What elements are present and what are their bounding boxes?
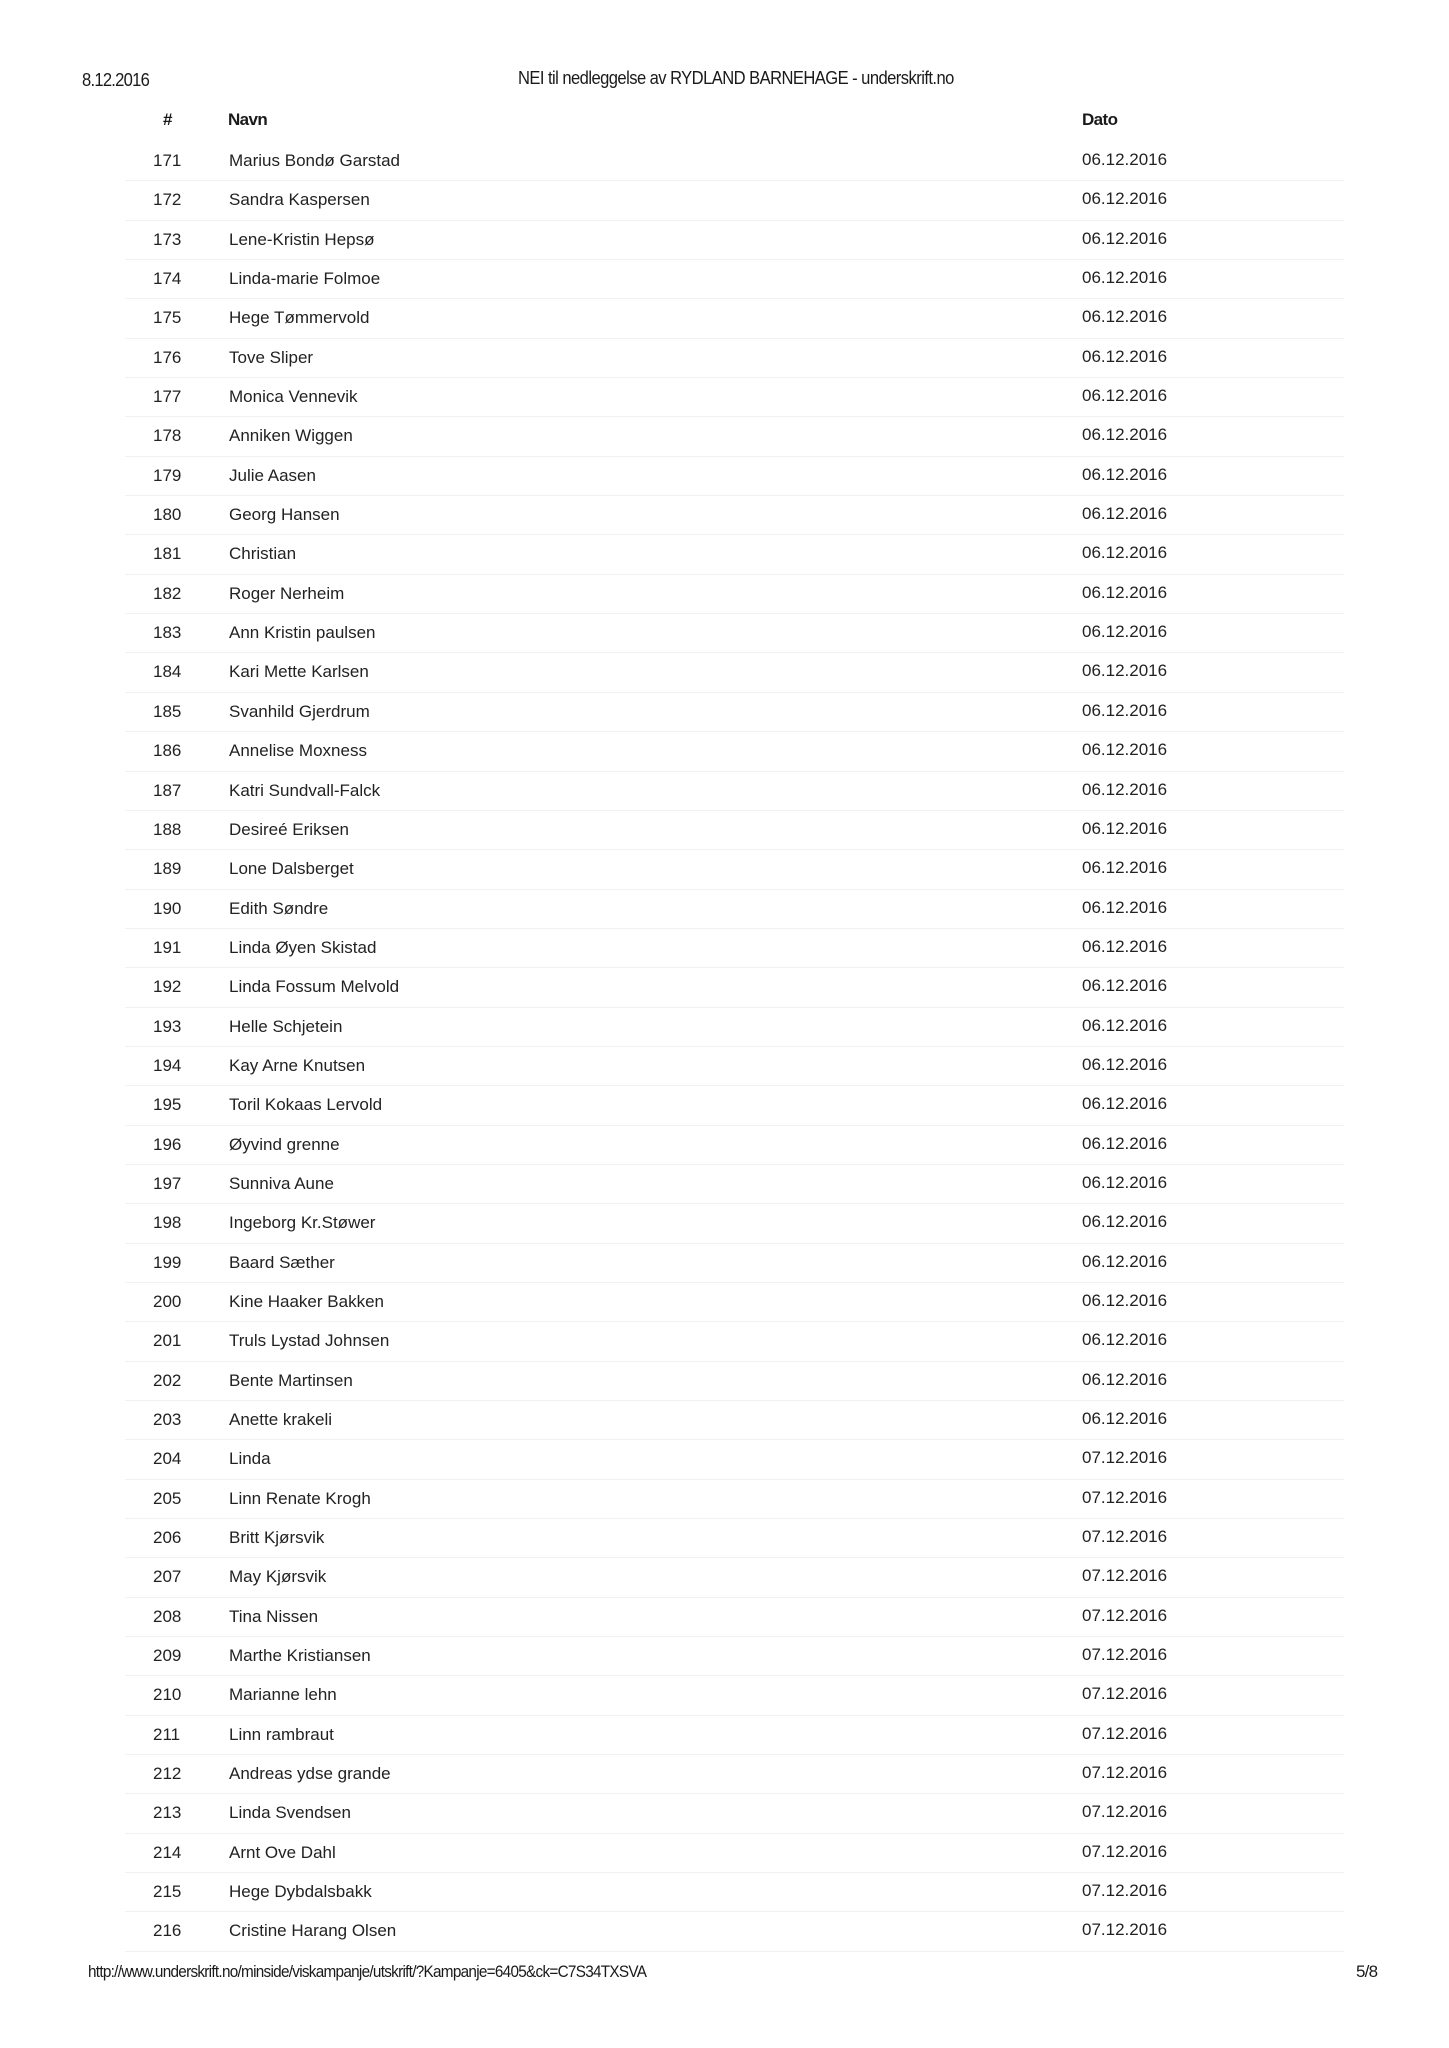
row-number: 199 xyxy=(153,1252,182,1272)
row-number: 213 xyxy=(153,1803,182,1823)
signer-name: Katri Sundvall-Falck xyxy=(229,780,381,800)
row-number: 214 xyxy=(153,1842,182,1862)
signer-name: Øyvind grenne xyxy=(229,1134,340,1154)
signer-name: Lene-Kristin Hepsø xyxy=(229,229,375,249)
table-row xyxy=(0,614,1449,653)
signature-date: 06.12.2016 xyxy=(1082,700,1168,720)
signature-date: 06.12.2016 xyxy=(1082,150,1168,169)
table-row xyxy=(0,1401,1449,1440)
table-row xyxy=(0,1086,1449,1125)
signer-name: Toril Kokaas Lervold xyxy=(229,1095,383,1115)
row-number: 196 xyxy=(153,1134,182,1154)
row-number: 177 xyxy=(153,387,182,407)
row-number: 191 xyxy=(153,937,182,957)
row-number: 189 xyxy=(153,859,182,879)
signer-name: Marthe Kristiansen xyxy=(229,1646,371,1666)
signature-date: 06.12.2016 xyxy=(1082,858,1168,878)
row-number: 173 xyxy=(153,229,182,249)
row-number: 190 xyxy=(153,898,182,918)
signature-date: 06.12.2016 xyxy=(1082,1330,1168,1350)
signer-name: Helle Schjetein xyxy=(229,1016,343,1036)
table-row xyxy=(0,1126,1449,1165)
signature-date: 06.12.2016 xyxy=(1082,661,1168,681)
table-row xyxy=(0,221,1449,260)
table-row xyxy=(0,378,1449,417)
signer-name: Sandra Kaspersen xyxy=(229,190,370,210)
table-row xyxy=(0,890,1449,929)
row-number: 187 xyxy=(153,780,182,800)
table-row xyxy=(0,457,1449,496)
row-number: 180 xyxy=(153,505,182,525)
signature-date: 06.12.2016 xyxy=(1082,1015,1168,1035)
signature-date: 06.12.2016 xyxy=(1082,740,1168,760)
signer-name: Christian xyxy=(229,544,297,564)
row-number: 178 xyxy=(153,426,182,446)
row-number: 179 xyxy=(153,465,182,485)
row-number: 174 xyxy=(153,269,182,289)
row-number: 215 xyxy=(153,1882,182,1902)
signer-name: Linda Svendsen xyxy=(229,1803,351,1823)
table-row xyxy=(0,1834,1449,1873)
table-row xyxy=(0,1244,1449,1283)
signature-date: 07.12.2016 xyxy=(1082,1881,1168,1901)
table-row xyxy=(0,1558,1449,1597)
signer-name: Linda-marie Folmoe xyxy=(229,269,381,289)
table-row xyxy=(0,1676,1449,1715)
signer-name: Linda Fossum Melvold xyxy=(229,977,400,997)
signature-date: 06.12.2016 xyxy=(1082,897,1168,917)
row-number: 193 xyxy=(153,1016,182,1036)
signer-name: Marius Bondø Garstad xyxy=(229,151,401,170)
signer-name: Linda Øyen Skistad xyxy=(229,937,377,957)
table-row xyxy=(0,1362,1449,1401)
signer-name: Linn rambraut xyxy=(229,1724,334,1744)
signer-name: Hege Tømmervold xyxy=(229,308,370,328)
table-row xyxy=(0,1794,1449,1833)
signature-date: 07.12.2016 xyxy=(1082,1448,1168,1468)
signature-date: 07.12.2016 xyxy=(1082,1684,1168,1704)
table-row xyxy=(0,1204,1449,1243)
row-number: 209 xyxy=(153,1646,182,1666)
column-header-date: Dato xyxy=(1082,110,1118,129)
signer-name: Annelise Moxness xyxy=(229,741,367,761)
signer-name: Kine Haaker Bakken xyxy=(229,1291,384,1311)
signer-name: Hege Dybdalsbakk xyxy=(229,1882,372,1902)
signature-date: 06.12.2016 xyxy=(1082,189,1168,209)
column-header-number: # xyxy=(163,110,172,129)
table-row xyxy=(0,1440,1449,1479)
row-number: 181 xyxy=(153,544,182,564)
table-row xyxy=(0,1283,1449,1322)
row-number: 202 xyxy=(153,1370,182,1390)
signer-name: Julie Aasen xyxy=(229,465,316,485)
signature-date: 06.12.2016 xyxy=(1082,386,1168,406)
column-header-name: Navn xyxy=(228,110,268,129)
signer-name: Kay Arne Knutsen xyxy=(229,1055,366,1075)
signature-date: 06.12.2016 xyxy=(1082,1133,1168,1153)
signer-name: Bente Martinsen xyxy=(229,1370,353,1390)
signer-name: Anette krakeli xyxy=(229,1410,332,1429)
signature-date: 07.12.2016 xyxy=(1082,1920,1168,1940)
row-number: 176 xyxy=(153,347,182,367)
row-number: 185 xyxy=(153,701,182,721)
signer-name: Linn Renate Krogh xyxy=(229,1488,371,1508)
table-row xyxy=(0,339,1449,378)
row-number: 200 xyxy=(153,1291,182,1311)
table-row xyxy=(0,929,1449,968)
footer-url: http://www.underskrift.no/minside/viskampanje/utskrift/?Kampanje=6405&ck=C7S34TXSVA xyxy=(88,1962,647,1981)
signature-date: 07.12.2016 xyxy=(1082,1645,1168,1665)
table-row xyxy=(0,968,1449,1007)
row-number: 197 xyxy=(153,1173,182,1193)
signature-date: 06.12.2016 xyxy=(1082,582,1168,602)
signature-date: 06.12.2016 xyxy=(1082,425,1168,445)
table-row xyxy=(0,1519,1449,1558)
signer-name: Edith Søndre xyxy=(229,898,329,918)
table-row xyxy=(0,1912,1449,1951)
row-number: 195 xyxy=(153,1095,182,1115)
signature-date: 06.12.2016 xyxy=(1082,936,1168,956)
signature-date: 07.12.2016 xyxy=(1082,1723,1168,1743)
signature-date: 07.12.2016 xyxy=(1082,1802,1168,1822)
row-number: 206 xyxy=(153,1528,182,1548)
table-row xyxy=(0,1322,1449,1361)
table-row xyxy=(0,1873,1449,1912)
signature-date: 07.12.2016 xyxy=(1082,1763,1168,1783)
table-row xyxy=(0,260,1449,299)
page-number: 5/8 xyxy=(1356,1962,1378,1981)
signer-name: Ingeborg Kr.Støwer xyxy=(229,1213,376,1233)
signature-date: 06.12.2016 xyxy=(1082,504,1168,524)
signer-name: Kari Mette Karlsen xyxy=(229,662,369,682)
table-row xyxy=(0,1637,1449,1676)
signature-date: 06.12.2016 xyxy=(1082,976,1168,996)
signature-date: 07.12.2016 xyxy=(1082,1566,1168,1586)
print-date: 8.12.2016 xyxy=(82,70,150,90)
table-row xyxy=(0,850,1449,889)
row-number: 186 xyxy=(153,741,182,761)
signature-date: 06.12.2016 xyxy=(1082,779,1168,799)
table-row xyxy=(0,299,1449,338)
signer-name: Lone Dalsberget xyxy=(229,859,354,879)
table-row xyxy=(0,693,1449,732)
table-row xyxy=(0,653,1449,692)
signer-name: Sunniva Aune xyxy=(229,1173,334,1193)
row-number: 208 xyxy=(153,1606,182,1626)
signer-name: Georg Hansen xyxy=(229,505,340,525)
table-row xyxy=(0,181,1449,220)
signer-name: Tina Nissen xyxy=(229,1606,319,1626)
signature-date: 06.12.2016 xyxy=(1082,1212,1168,1232)
signature-date: 06.12.2016 xyxy=(1082,1409,1168,1428)
row-number: 205 xyxy=(153,1488,182,1508)
signature-date: 06.12.2016 xyxy=(1082,1172,1168,1192)
signer-name: Ann Kristin paulsen xyxy=(229,623,376,643)
signer-name: Andreas ydse grande xyxy=(229,1764,391,1784)
signature-date: 06.12.2016 xyxy=(1082,818,1168,838)
signature-date: 07.12.2016 xyxy=(1082,1841,1168,1861)
row-number: 211 xyxy=(153,1724,181,1744)
signature-date: 06.12.2016 xyxy=(1082,307,1168,327)
table-row xyxy=(0,1047,1449,1086)
signature-date: 07.12.2016 xyxy=(1082,1527,1168,1547)
row-number: 216 xyxy=(153,1921,182,1941)
row-number: 198 xyxy=(153,1213,182,1233)
signer-name: Baard Sæther xyxy=(229,1252,335,1272)
table-row xyxy=(0,1480,1449,1519)
row-number: 212 xyxy=(153,1764,182,1784)
table-row xyxy=(0,1716,1449,1755)
row-number: 192 xyxy=(153,977,182,997)
row-number: 188 xyxy=(153,819,182,839)
signature-date: 06.12.2016 xyxy=(1082,346,1168,366)
signer-name: Linda xyxy=(229,1449,271,1469)
signature-date: 06.12.2016 xyxy=(1082,543,1168,563)
signer-name: Britt Kjørsvik xyxy=(229,1528,325,1548)
row-number: 207 xyxy=(153,1567,182,1587)
table-row xyxy=(0,1165,1449,1204)
signer-name: Anniken Wiggen xyxy=(229,426,353,446)
signature-date: 06.12.2016 xyxy=(1082,464,1168,484)
signature-date: 06.12.2016 xyxy=(1082,1369,1168,1389)
signer-name: Marianne lehn xyxy=(229,1685,337,1705)
table-row xyxy=(0,575,1449,614)
row-number: 184 xyxy=(153,662,182,682)
table-row xyxy=(0,1755,1449,1794)
row-number: 210 xyxy=(153,1685,182,1705)
row-number: 194 xyxy=(153,1055,182,1075)
signer-name: Desireé Eriksen xyxy=(229,819,349,839)
table-row xyxy=(0,535,1449,574)
row-number: 175 xyxy=(153,308,182,328)
table-row xyxy=(0,1008,1449,1047)
signer-name: May Kjørsvik xyxy=(229,1567,327,1587)
table-row xyxy=(0,732,1449,771)
signature-date: 06.12.2016 xyxy=(1082,1251,1168,1271)
row-number: 171 xyxy=(153,151,182,170)
row-number: 172 xyxy=(153,190,182,210)
table-row xyxy=(0,417,1449,456)
row-number: 183 xyxy=(153,623,182,643)
row-number: 182 xyxy=(153,583,182,603)
row-number: 201 xyxy=(153,1331,182,1351)
signature-date: 06.12.2016 xyxy=(1082,1054,1168,1074)
page-title: NEI til nedleggelse av RYDLAND BARNEHAGE - underskrift.no xyxy=(518,68,954,88)
signer-name: Monica Vennevik xyxy=(229,387,358,407)
signer-name: Svanhild Gjerdrum xyxy=(229,701,370,721)
signer-name: Cristine Harang Olsen xyxy=(229,1921,397,1941)
table-row xyxy=(0,811,1449,850)
signature-date: 06.12.2016 xyxy=(1082,1290,1168,1310)
signer-name: Roger Nerheim xyxy=(229,583,345,603)
signer-name: Tove Sliper xyxy=(229,347,314,367)
table-row xyxy=(0,1598,1449,1637)
table-row xyxy=(0,496,1449,535)
signature-date: 06.12.2016 xyxy=(1082,622,1168,642)
table-row xyxy=(0,142,1449,181)
signer-name: Truls Lystad Johnsen xyxy=(229,1331,390,1351)
signature-date: 06.12.2016 xyxy=(1082,228,1168,248)
row-number: 204 xyxy=(153,1449,182,1469)
signature-date: 07.12.2016 xyxy=(1082,1487,1168,1507)
signer-name: Arnt Ove Dahl xyxy=(229,1842,336,1862)
table-row xyxy=(0,772,1449,811)
signature-table xyxy=(0,142,1449,1952)
row-number: 203 xyxy=(153,1410,182,1429)
signature-date: 06.12.2016 xyxy=(1082,268,1168,288)
signature-date: 06.12.2016 xyxy=(1082,1094,1168,1114)
signature-date: 07.12.2016 xyxy=(1082,1605,1168,1625)
